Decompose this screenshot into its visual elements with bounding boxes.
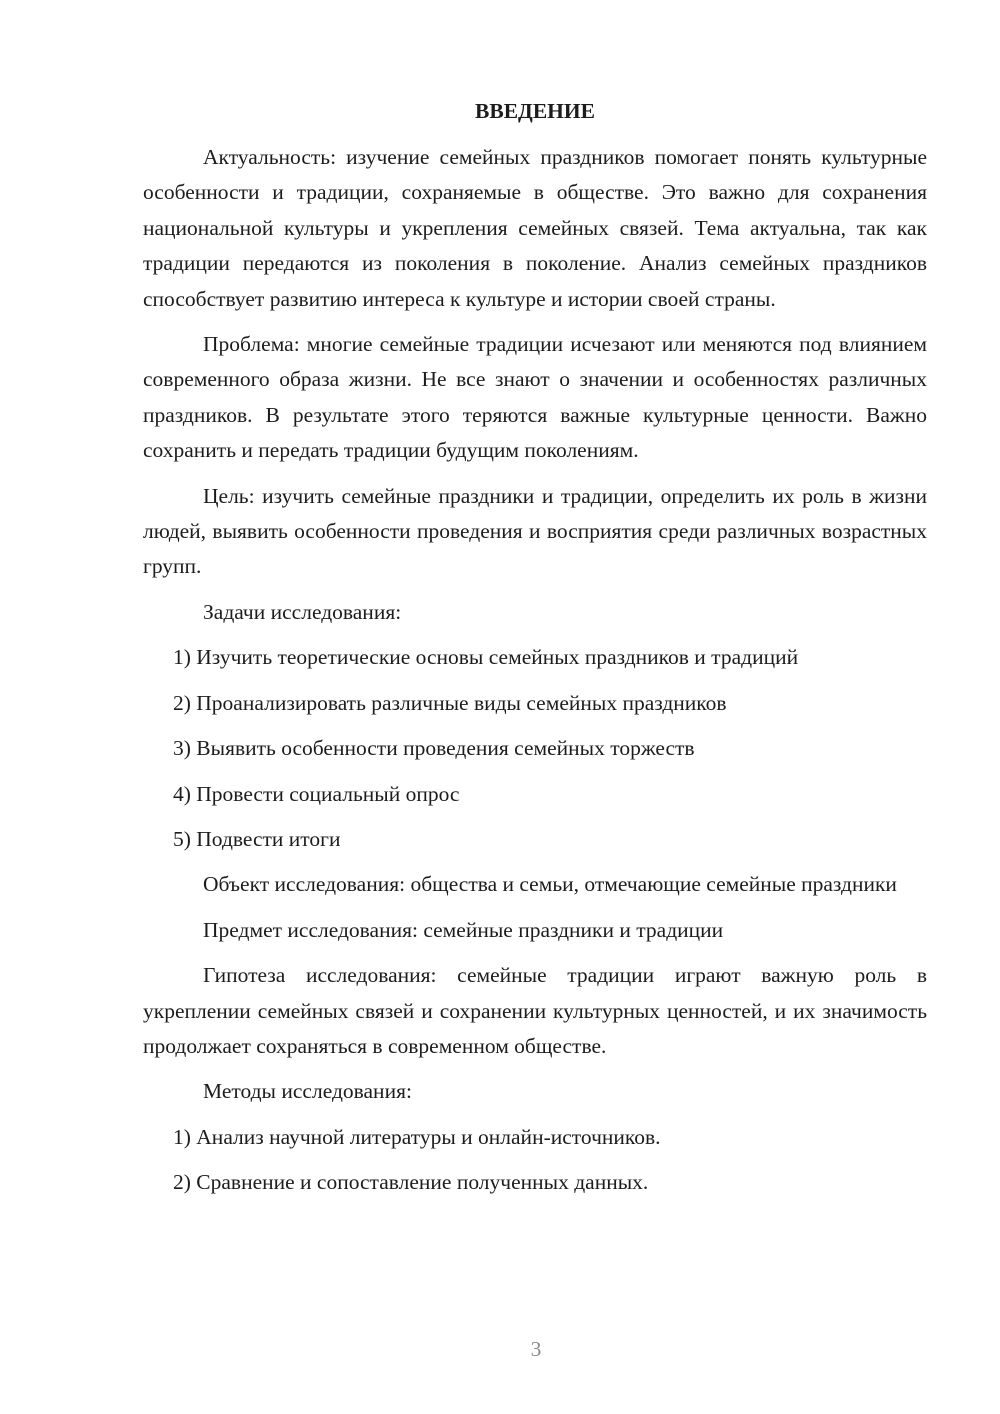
goal-paragraph: Цель: изучить семейные праздники и традиции, определить их роль в жизни людей, выявить особенности проведения и восприятия среди различных возрастных групп. xyxy=(143,483,927,579)
hypothesis-paragraph: Гипотеза исследования: семейные традиции играют важную роль в укреплении семейных связей и сохранении культурных ценностей, и их значимость продолжает сохраняться в современном обществе. xyxy=(143,963,927,1058)
task-item: 3) Выявить особенности проведения семейных торжеств xyxy=(173,736,695,761)
method-item: 1) Анализ научной литературы и онлайн-источников. xyxy=(173,1124,661,1149)
object-paragraph: Объект исследования: общества и семьи, отмечающие семейные праздники xyxy=(203,872,897,897)
page-number: 3 xyxy=(530,1337,542,1361)
task-item: 4) Провести социальный опрос xyxy=(173,781,460,806)
methods-heading: Методы исследования: xyxy=(203,1079,412,1104)
task-item: 5) Подвести итоги xyxy=(173,826,341,851)
task-item: 2) Проанализировать различные виды семейных праздников xyxy=(173,690,727,715)
page-content xyxy=(143,96,927,1211)
method-item: 2) Сравнение и сопоставление полученных данных. xyxy=(173,1170,649,1195)
tasks-heading: Задачи исследования: xyxy=(203,599,402,624)
section-title: ВВЕДЕНИЕ xyxy=(475,99,595,123)
relevance-paragraph: Актуальность: изучение семейных праздников помогает понять культурные особенности и традиции, сохраняемые в обществе. Это важно для сохранения национальной культуры и укрепления семейных связей. Тема актуальна, так как традиции передаются из поколения в поколение. Анализ семейных праздников способствует развитию интереса к культуре и истории своей страны. xyxy=(143,145,927,311)
task-item: 1) Изучить теоретические основы семейных праздников и традиций xyxy=(173,645,799,670)
problem-paragraph: Проблема: многие семейные традиции исчезают или меняются под влиянием современного образа жизни. Не все знают о значении и особенностях различных праздников. В результате этого теряются важные культурные ценности. Важно сохранить и передать традиции будущим поколениям. xyxy=(143,332,927,463)
subject-paragraph: Предмет исследования: семейные праздники и традиции xyxy=(203,917,724,942)
